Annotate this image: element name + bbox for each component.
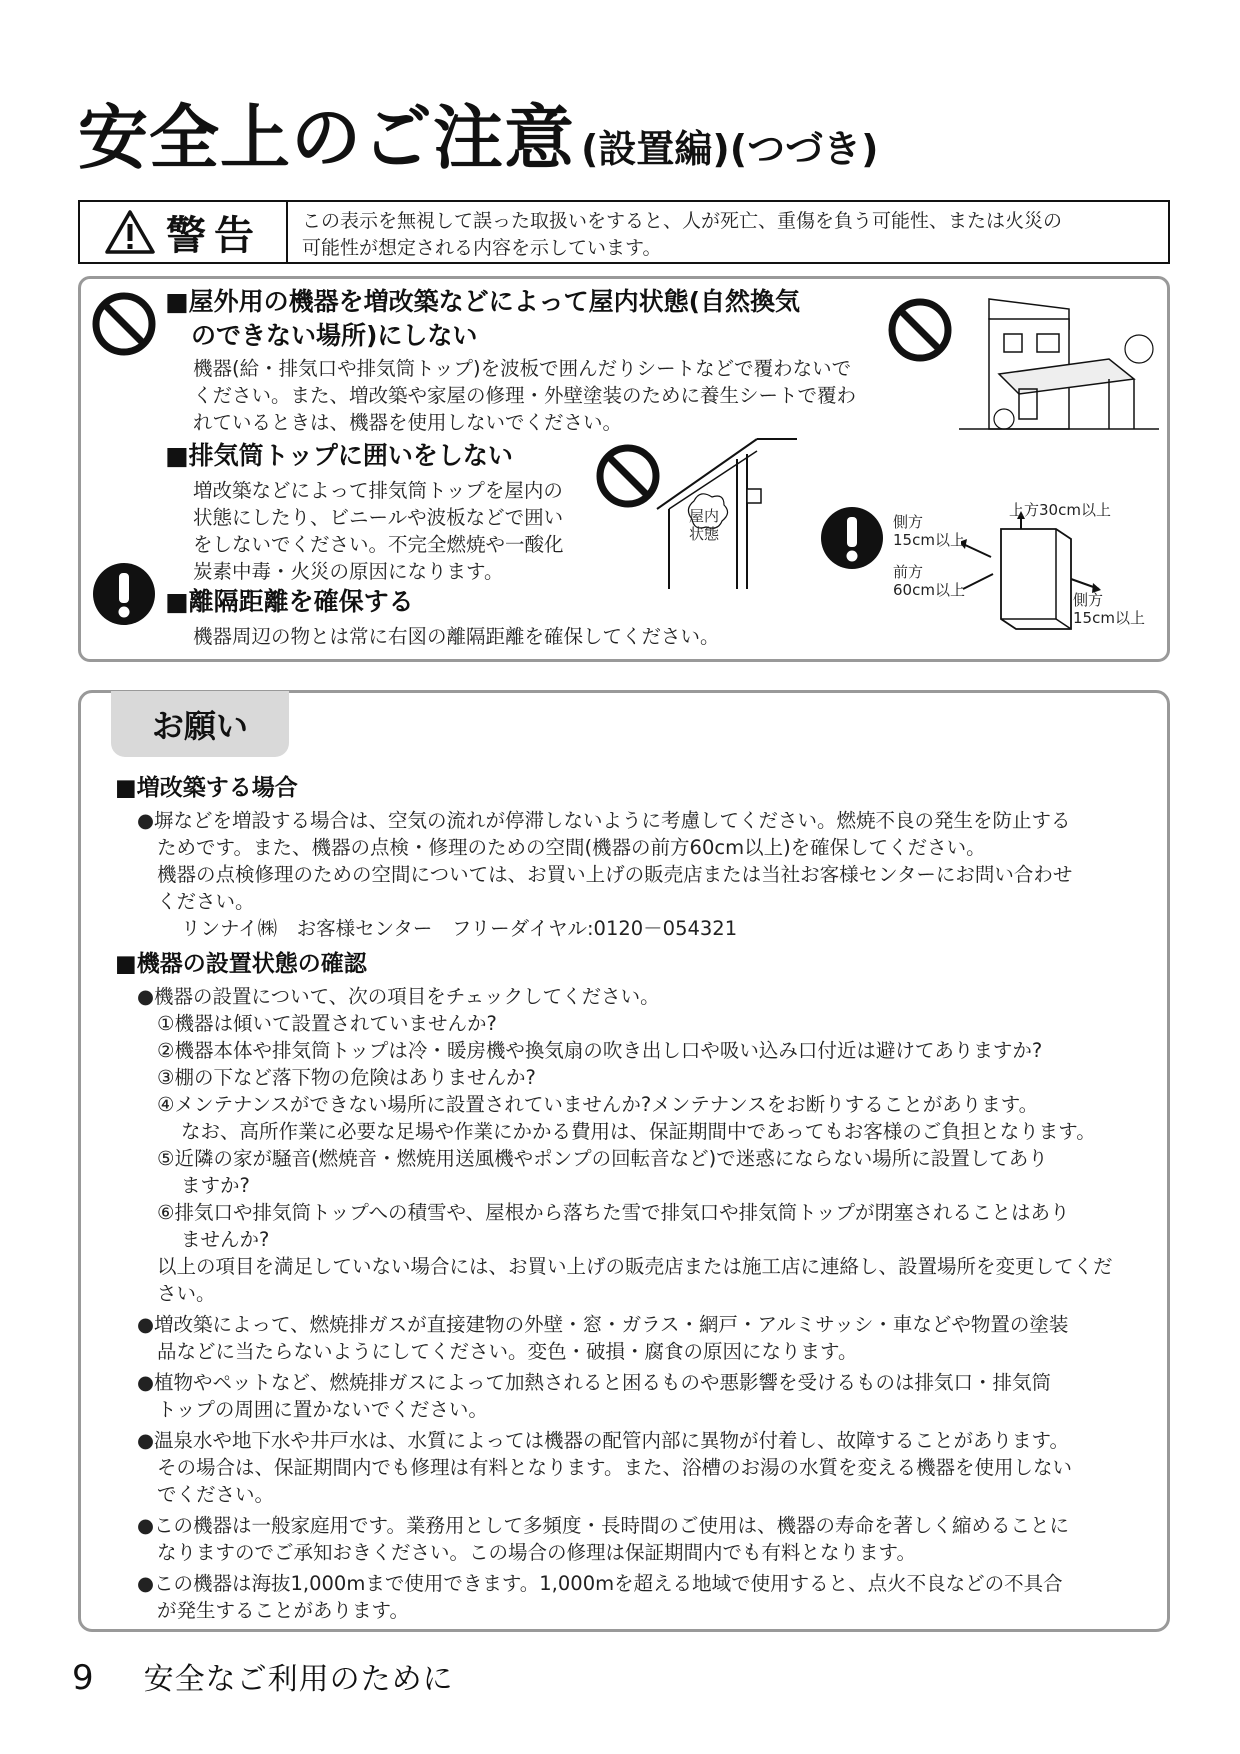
checklist-item: ④メンテナンスができない場所に設置されていませんか?メンテナンスをお断りすることがあります。 [157, 1093, 1039, 1116]
heading-line: ■離隔距離を確保する [165, 587, 414, 616]
indoor-label [689, 507, 719, 543]
text-line: ますか? [181, 1174, 250, 1197]
prohibition-icon [91, 291, 157, 357]
request-box [78, 690, 1170, 1632]
text-line: ください。 [157, 890, 255, 913]
warning-body [193, 477, 564, 585]
page-title [78, 82, 878, 183]
clearance-top-label: 上方30cm以上 [1009, 501, 1111, 519]
mandatory-action-icon [819, 505, 885, 571]
text-line: その場合は、保証期間内でも修理は有料となります。また、浴槽のお湯の水質を変える機器を使用しない [157, 1456, 1072, 1479]
checklist-item: ⑤近隣の家が騒音(燃焼音・燃焼用送風機やポンプの回転音など)で迷惑にならない場所に設置してあり [157, 1147, 1048, 1170]
text-line: 機器の点検修理のための空間については、お買い上げの販売店または当社お客様センターにお問い合わせ [157, 863, 1073, 886]
text-line: トップの周囲に置かないでください。 [157, 1398, 488, 1421]
body-line: 炭素中毒・火災の原因になります。 [193, 560, 504, 583]
warning-legend [78, 200, 1170, 264]
warning-label-text: 警告 [166, 212, 262, 259]
label-line: 15cm以上 [1073, 609, 1145, 627]
label-line: 15cm以上 [893, 531, 965, 549]
label-line: 側方 [893, 513, 924, 531]
label-line: 前方 [893, 563, 924, 581]
text-line: ●この機器は一般家庭用です。業務用として多頻度・長時間のご使用は、機器の寿命を著しく縮めることに [137, 1514, 1069, 1537]
text-line: さい。 [157, 1282, 216, 1305]
text-line: ためです。また、機器の点検・修理のための空間(機器の前方60cm以上)を確保してください。 [157, 836, 986, 859]
text-line: ●増改築によって、燃焼排ガスが直接建物の外壁・窓・ガラス・網戸・アルミサッシ・車などや物置の塗装 [137, 1313, 1069, 1336]
mandatory-action-icon [91, 561, 157, 627]
body-line: ください。また、増改築や家屋の修理・外壁塗装のために養生シートで覆わ [193, 384, 857, 407]
warning-desc-line: この表示を無視して誤った取扱いをすると、人が死亡、重傷を負う可能性、または火災の [302, 210, 1063, 232]
body-line: 機器周辺の物とは常に右図の離隔距離を確保してください。 [193, 625, 720, 648]
label-line: 屋内 [689, 507, 720, 525]
contact-line: リンナイ㈱ お客様センター フリーダイヤル:0120－054321 [181, 917, 738, 940]
text-line: ませんか? [181, 1228, 270, 1251]
title-sub: (設置編)(つづき) [581, 127, 879, 171]
footer-section-title: 安全なご利用のために [143, 1662, 454, 1697]
warning-description [288, 202, 1168, 262]
text-line: ●この機器は海抜1,000mまで使用できます。1,000mを超える地域で使用すると、点火不良などの不具合 [137, 1572, 1063, 1595]
checklist-item: ③棚の下など落下物の危険はありませんか? [157, 1066, 536, 1089]
text-line: ●温泉水や地下水や井戸水は、水質によっては機器の配管内部に異物が付着し、故障することがあります。 [137, 1429, 1069, 1452]
warning-heading [165, 585, 414, 619]
label-line: 状態 [689, 525, 720, 543]
warning-box [78, 276, 1170, 662]
label-line: 側方 [1073, 591, 1104, 609]
heading-line: のできない場所)にしない [191, 321, 478, 350]
warning-heading [165, 439, 513, 473]
clearance-side-left-label [893, 513, 965, 549]
section-heading: ■増改築する場合 [115, 775, 298, 801]
prohibition-icon [887, 297, 953, 363]
heading-line: ■屋外用の機器を増改築などによって屋内状態(自然換気 [165, 287, 801, 316]
body-line: をしないでください。不完全燃焼や一酸化 [193, 533, 564, 556]
text-line: ●機器の設置について、次の項目をチェックしてください。 [137, 985, 660, 1008]
body-line: れているときは、機器を使用しないでください。 [193, 411, 623, 434]
checklist-item: ①機器は傾いて設置されていませんか? [157, 1012, 497, 1035]
page-number: 9 [72, 1658, 94, 1698]
checklist-item: ⑥排気口や排気筒トップへの積雪や、屋根から落ちた雪で排気口や排気筒トップが閉塞されることはあり [157, 1201, 1070, 1224]
warning-triangle-icon [104, 209, 156, 255]
body-line: 機器(給・排気口や排気筒トップ)を波板で囲んだりシートなどで覆わないで [193, 357, 852, 380]
text-line: ●塀などを増設する場合は、空気の流れが停滞しないように考慮してください。燃焼不良の発生を防止する [137, 809, 1071, 832]
text-line: 品などに当たらないようにしてください。変色・破損・腐食の原因になります。 [157, 1340, 858, 1363]
text-line: なお、高所作業に必要な足場や作業にかかる費用は、保証期間中であってもお客様のご負担となります。 [181, 1120, 1096, 1143]
clearance-diagram [961, 509, 1101, 649]
warning-label [80, 202, 288, 262]
warning-body [193, 623, 720, 650]
enclosed-chimney-illustration [647, 429, 817, 589]
text-line: でください。 [157, 1483, 275, 1506]
body-line: 増改築などによって排気筒トップを屋内の [193, 479, 563, 502]
section-heading: ■機器の設置状態の確認 [115, 951, 367, 977]
request-tab: お願い [111, 691, 289, 757]
house-illustration [959, 289, 1159, 439]
warning-desc-line: 可能性が想定される内容を示しています。 [302, 237, 662, 259]
text-line: ●植物やペットなど、燃焼排ガスによって加熱されると困るものや悪影響を受けるものは排気口・排気筒 [137, 1371, 1052, 1394]
page-footer [72, 1654, 454, 1698]
checklist-item: ②機器本体や排気筒トップは冷・暖房機や換気扇の吹き出し口や吸い込み口付近は避けてありますか? [157, 1039, 1043, 1062]
clearance-side-right-label [1073, 591, 1145, 627]
warning-body [193, 355, 856, 436]
title-main: 安全上のご注意 [78, 97, 575, 179]
text-line: なりますのでご承知おきください。この場合の修理は保証期間内でも有料となります。 [157, 1541, 916, 1564]
body-line: 状態にしたり、ビニールや波板などで囲い [193, 506, 564, 529]
clearance-front-label [893, 563, 965, 599]
text-line: が発生することがあります。 [157, 1599, 409, 1622]
text-line: 以上の項目を満足していない場合には、お買い上げの販売店または施工店に連絡し、設置場所を変更してくだ [157, 1255, 1113, 1278]
label-line: 60cm以上 [893, 581, 965, 599]
heading-line: ■排気筒トップに囲いをしない [165, 441, 513, 470]
warning-heading [165, 285, 800, 353]
